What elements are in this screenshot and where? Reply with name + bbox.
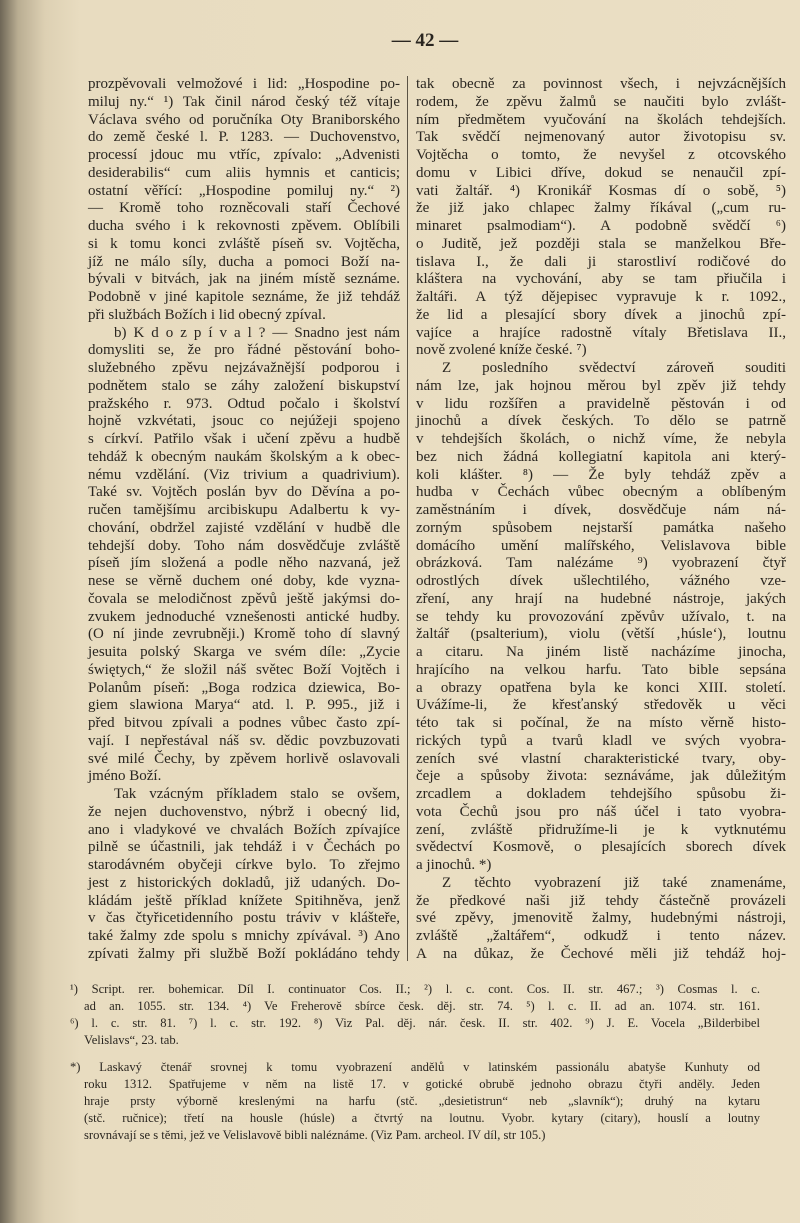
- text-line: a citaru. Na jiném listě nacházíme jinocha,: [416, 644, 786, 660]
- text-line: bývali v bitvách, jak na jiném místě seznáme.: [88, 271, 400, 288]
- footnote-line: srovnávají se s těmi, jež ve Velislavově bibli naléznáme. (Viz Pam. archeol. IV díl, str 105.): [84, 1128, 546, 1142]
- text-line: žaltář (psalterium), violu (větší ‚húsle‘), loutnu: [416, 626, 786, 643]
- text-line: hudba v Čechách vůbec obecným a oblíbeným: [416, 484, 786, 501]
- footnote-line: roku 1312. Spatřujeme v něm na listě 17. v gotické obrubě jednoho obrazu čtyři anděly. Jeden: [84, 1077, 760, 1091]
- text-line: v lidu rozšířen a pravidelně pěstován i od: [416, 395, 786, 412]
- text-line: ducha svého i k rekovnosti zpěvem. Oblíbili: [88, 218, 400, 234]
- text-line: také žalmy zde spolu s mnichy zpívával. ³) Ano: [88, 928, 400, 944]
- text-line: bez nich žádná kollegiatní kapitola ani který-: [416, 448, 786, 465]
- text-line: pražského r. 973. Odtud počalo i školství: [88, 395, 400, 412]
- text-line: hojně vzkvétati, jsouc co nejúžeji spojeno: [88, 413, 400, 430]
- text-line: jinochů a dívek českých. To dělo se patrně: [416, 413, 786, 430]
- text-line: rických typů a tvarů kladl ve svých vyobra-: [416, 732, 786, 749]
- text-line: své milé Čechy, by zpěvem horlivě oslavovali: [88, 750, 400, 767]
- page-number: — 42 —: [391, 30, 459, 51]
- text-line: zení, zvláště přidružíme-li je k vytknutému: [416, 821, 786, 838]
- footnote-line: ¹) Script. rer. bohemicar. Díl I. continuator Cos. II.; ²) l. c. cont. Cos. II. str. 467.; ³) Cosmas l. c.: [70, 982, 760, 996]
- text-line: svědectví Kosmově, o plesajících sborech dívek: [416, 839, 786, 856]
- text-line: rodem, že zpěvu žalmů se naučiti bylo zvlášt-: [416, 93, 786, 110]
- text-line: a jinochů. *): [416, 857, 492, 873]
- text-line: před bitvou zpívali a podnes vůbec často zpí-: [88, 715, 400, 731]
- text-line: o Juditě, jež později stala se manželkou Bře-: [416, 235, 786, 252]
- text-line: si k tomu konci zvláště píseň sv. Vojtěcha,: [88, 235, 400, 252]
- text-line: se tehdy ku provozování zpěvův užívalo, t. na: [416, 608, 786, 625]
- text-line: vota Čechů jsou pro náš účel i tato vyobra-: [416, 803, 786, 820]
- text-line: Z posledního svědectví zároveň souditi: [442, 360, 786, 376]
- text-line: zvláště „žaltářem“, odkudž i tento název.: [416, 928, 786, 944]
- text-line: že nejen duchovenstvo, nýbrž i obecný lid,: [88, 803, 400, 820]
- text-line: nese se věrně duchem oné doby, kde vyzna-: [88, 573, 400, 589]
- text-line: Z těchto vyobrazení již také znamenáme,: [442, 874, 786, 891]
- text-line: tehdejší doby. Toho nám dosvědčuje zvláště: [88, 537, 400, 554]
- text-line: prozpěvovali velmožové i lid: „Hospodine po-: [88, 76, 400, 92]
- text-line: Tak svědčí nejmenovaný autor životopisu sv.: [416, 129, 786, 146]
- text-line: Václava svého od poručníka Oty Braniborského: [88, 111, 400, 128]
- text-line: do země české l. P. 1283. — Duchovenstvo,: [88, 129, 400, 146]
- text-line: pilně se účastnili, jak tehdáž i v Čechách po: [88, 839, 400, 856]
- text-line: čovala se melodičnost zpěvů ještě jakýmsi do-: [88, 590, 400, 607]
- text-line: świętych,“ že složil náš světec Boží Vojtěch i: [88, 661, 400, 678]
- text-line: Vojtěcha o tomto, že nevyšel z otcovského: [416, 147, 786, 163]
- footnotes: [70, 981, 760, 1049]
- text-line: při službách Božích i lid obecný zpíval.: [88, 306, 326, 323]
- footnote-line: Velislavs“, 23. tab.: [84, 1033, 179, 1047]
- text-line: vajíce a hrajíce radostně vítaly Břetislava II.,: [416, 324, 786, 341]
- text-line: vají. I nepřestával náš sv. dědic povzbuzovati: [88, 732, 400, 749]
- text-line: zvukem jednoduché vznešenosti antické hudby.: [88, 608, 400, 625]
- text-line: nám lze, jak hojnou měrou byl zpěv již tehdy: [416, 377, 786, 394]
- text-line: A na důkaz, že Čechové měli již tehdáž hoj-: [416, 945, 786, 962]
- text-line: žaltáři. A týž dějepisec vypravuje k r. 1092.,: [416, 289, 786, 305]
- text-line: b) K d o z p í v a l ? — Snadno jest nám: [114, 324, 400, 341]
- text-line: tak obecně za povinnost všech, i nejvzácnějších: [416, 76, 786, 92]
- left-column: [88, 76, 400, 964]
- footnote-line: *) Laskavý čtenář srovnej k tomu vyobrazení andělů v latinském passionálu abatyše Kunhuty od: [70, 1060, 760, 1074]
- text-line: starodávném obyčeji církve bylo. To zřejmo: [88, 857, 400, 873]
- text-line: domácího umění malířského, Velislavova bible: [416, 537, 786, 554]
- text-line: že již jako chlapec žalmy říkával („cum ru-: [416, 200, 786, 217]
- text-line: kládám ještě příklad knížete Spitihněva, jenž: [88, 892, 400, 909]
- right-column: [416, 76, 786, 964]
- text-line: a obrazy opatřena byla ke konci XIII. století.: [416, 679, 786, 696]
- footnote-line: ⁶) l. c. str. 81. ⁷) l. c. str. 192. ⁸) Viz Pal. děj. nár. česk. II. str. 402. ⁹) J. E. Vocela „Bilderbibel: [70, 1016, 760, 1030]
- text-line: domu v Libici dříve, dokud se nenaučil zpí-: [416, 164, 786, 181]
- text-line: ano i vladykové ve chvalách Božích zpívajíce: [88, 821, 400, 838]
- text-line: processí jdouc mu vtříc, zpívalo: „Advenisti: [88, 147, 400, 163]
- column-divider: [407, 76, 408, 961]
- text-line: zření, any hrají na hudebné nástroje, jakých: [416, 590, 786, 607]
- text-line: minaret psalmodiam“). A podobně svědčí ⁶): [416, 218, 786, 234]
- text-line: jíž ne málo síly, ducha a pomoci Boží na-: [88, 253, 400, 270]
- text-line: vati žaltář. ⁴) Kronikář Kosmas dí o sobě, ⁵): [416, 182, 786, 199]
- text-line: nému vzdělání. (Viz trivium a quadrivium).: [88, 466, 400, 483]
- text-line: obrázková. Tam nalézáme ⁹) vyobrazení čtyř: [416, 555, 786, 572]
- text-line: — Kromě toho rozněcovali staří Čechové: [88, 200, 400, 217]
- text-line: s církví. Patřilo však i učení zpěvu a hudbě: [88, 431, 400, 447]
- text-line: tislava I., že dali ji starostliví rodičové do: [416, 253, 786, 270]
- text-line: hrajícího na velkou harfu. Tato bible sepsána: [416, 661, 786, 678]
- text-line: domysliti se, že pro řádné pěstování boho-: [88, 342, 400, 359]
- text-line: Také sv. Vojtěch poslán byv do Děvína a po-: [88, 484, 400, 501]
- text-line: zaměstnáním i dívek, dosvědčuje nám ná-: [416, 502, 786, 518]
- text-line: v tehdejších školách, o nichž víme, že nebyla: [416, 431, 786, 447]
- text-line: zpívati žalmy při službě Boží pokládáno tehdy: [88, 945, 400, 962]
- text-line: desiderabilis“ cum aliis hymnis et canticis;: [88, 164, 400, 181]
- text-line: miluj ny.“ ¹) Tak činil národ český též vítaje: [88, 93, 400, 110]
- text-line: nově zvolené kníže české. ⁷): [416, 342, 587, 359]
- text-line: jest z historických dokladů, již udaných. Do-: [88, 874, 400, 891]
- text-line: píseň jím složená a podle něho nazvaná, jež: [88, 555, 400, 572]
- text-line: jesuita polský Skarga ve svém díle: „Zycie: [88, 644, 400, 660]
- star-footnote: [70, 1059, 760, 1144]
- text-line: že lid a plesající sbory dívek a jinochů zpí-: [416, 306, 786, 323]
- text-line: ručen tamějšímu arcibiskupu Adalbertu k vy-: [88, 502, 400, 518]
- text-line: zeních své vlastní charakteristické tvary, oby-: [416, 750, 786, 767]
- footnote-line: hraje prsty výborně kreslenými na harfu (stč. „desietistrun“ neb „slavník“); druhý na kytaru: [84, 1094, 760, 1108]
- text-line: služebného zpěvu nejzávažnější podporou i: [88, 360, 400, 376]
- text-line: Polanům píseň: „Boga rodzica dziewica, Bo-: [88, 679, 400, 696]
- text-line: tehdáž k obecným naukám školským a k obec-: [88, 448, 400, 465]
- text-line: chování, obdržel zajisté vzdělání v hudbě dle: [88, 519, 400, 536]
- text-line: giem slawiona Marya“ atd. l. P. 995., již i: [88, 697, 400, 714]
- text-line: zrcadlem a dokladem tehdejšího spůsobu ži-: [416, 786, 786, 802]
- footnote-line: (stč. ručnice); třetí na housle (húsle) a čtvrtý na loutnu. Vyobr. kytary (citary), houslí a loutny: [84, 1111, 760, 1125]
- text-line: kláštera na vychování, aby se tam přiučila i: [416, 271, 786, 288]
- text-line: čeje a spůsoby života: seznáváme, jak důležitým: [416, 768, 786, 785]
- text-line: podnětem stalo se záhy založení biskupství: [88, 377, 400, 394]
- text-line: zorným spůsobem nejstarší památka našeho: [416, 519, 786, 536]
- text-line: Podobně v jiné kapitole seznáme, že již tehdáž: [88, 289, 400, 305]
- text-line: jméno Boží.: [88, 768, 162, 785]
- text-line: odrostlých dívek ušlechtilého, vážného vze-: [416, 573, 786, 589]
- text-line: ním předmětem vyučování na školách tehdejších.: [416, 111, 786, 128]
- text-line: v čas čtyřicetidenního postu tráviv v klášteře,: [88, 910, 400, 927]
- text-line: ostatní věřící: „Hospodine pomiluj ny.“ ²): [88, 182, 400, 199]
- footnote-line: ad an. 1055. str. 134. ⁴) Ve Freherově sbírce česk. děj. str. 74. ⁵) l. c. II. ad an. 1074. str. 161.: [84, 999, 760, 1013]
- text-line: (O ní jinde zevrubněji.) Kromě toho dí slavný: [88, 626, 400, 643]
- text-line: že předkové naši již tehdy částečně provázeli: [416, 892, 786, 909]
- text-line: Uvážíme-li, že křesťanský středověk u věci: [416, 697, 786, 714]
- text-line: své zpěvy, jmenovitě žalmy, hudebnými nástroji,: [416, 910, 786, 927]
- text-line: této tak si počínal, že na místo věrně histo-: [416, 715, 786, 731]
- text-line: koli klášter. ⁸) — Že byly tehdáž zpěv a: [416, 466, 786, 483]
- text-line: Tak vzácným příkladem stalo se ovšem,: [114, 786, 400, 802]
